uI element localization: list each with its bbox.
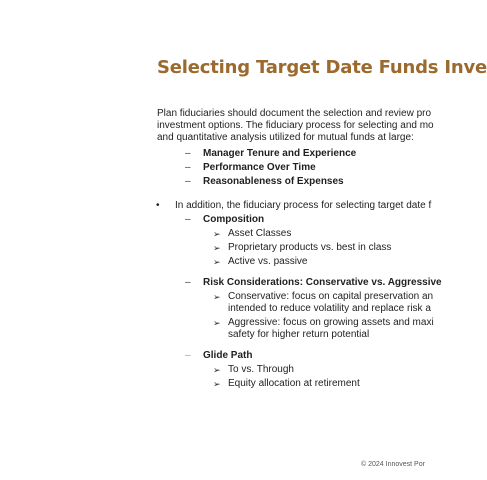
- arrow-bullet-icon: ➢: [213, 292, 221, 302]
- arrow-bullet-icon: ➢: [213, 379, 221, 389]
- criteria-performance: Performance Over Time: [203, 162, 316, 173]
- arrow-bullet-icon: ➢: [213, 365, 221, 375]
- intro-paragraph: [157, 108, 434, 144]
- arrow-bullet-icon: ➢: [213, 243, 221, 253]
- risk-conservative-line: Conservative: focus on capital preservation an: [228, 291, 434, 302]
- glide-path-item: To vs. Through: [228, 364, 294, 375]
- dash-marker: –: [185, 350, 191, 361]
- composition-item: Asset Classes: [228, 228, 292, 239]
- bullet-icon: •: [156, 200, 160, 211]
- dash-marker: –: [185, 162, 191, 173]
- composition-item: Proprietary products vs. best in class: [228, 242, 392, 253]
- intro-line: and quantitative analysis utilized for mutual funds at large:: [157, 132, 414, 143]
- intro-line: Plan fiduciaries should document the selection and review pro: [157, 108, 432, 119]
- criteria-manager-tenure: Manager Tenure and Experience: [203, 148, 357, 159]
- risk-heading: Risk Considerations: Conservative vs. Aggressive: [203, 277, 442, 288]
- composition-heading: Composition: [203, 214, 265, 225]
- dash-marker: –: [185, 277, 191, 288]
- dash-marker: –: [185, 176, 191, 187]
- bullet-text: In addition, the fiduciary process for selecting target date f: [175, 200, 432, 211]
- intro-line: investment options. The fiduciary process for selecting and mo: [157, 120, 434, 131]
- dash-marker: –: [185, 214, 191, 225]
- arrow-bullet-icon: ➢: [213, 318, 221, 328]
- arrow-bullet-icon: ➢: [213, 257, 221, 267]
- slide-title: Selecting Target Date Funds Inve: [157, 57, 487, 78]
- dash-marker: –: [185, 148, 191, 159]
- composition-item: Active vs. passive: [228, 256, 308, 267]
- glide-path-item: Equity allocation at retirement: [228, 378, 360, 389]
- risk-aggressive-line: safety for higher return potential: [228, 329, 370, 340]
- risk-aggressive-line: Aggressive: focus on growing assets and maxi: [228, 317, 434, 328]
- arrow-bullet-icon: ➢: [213, 229, 221, 239]
- risk-conservative-line: intended to reduce volatility and replace risk a: [228, 303, 431, 314]
- glide-path-heading: Glide Path: [203, 350, 253, 361]
- copyright-footer: © 2024 Innovest Por: [361, 461, 425, 468]
- criteria-expenses: Reasonableness of Expenses: [203, 176, 344, 187]
